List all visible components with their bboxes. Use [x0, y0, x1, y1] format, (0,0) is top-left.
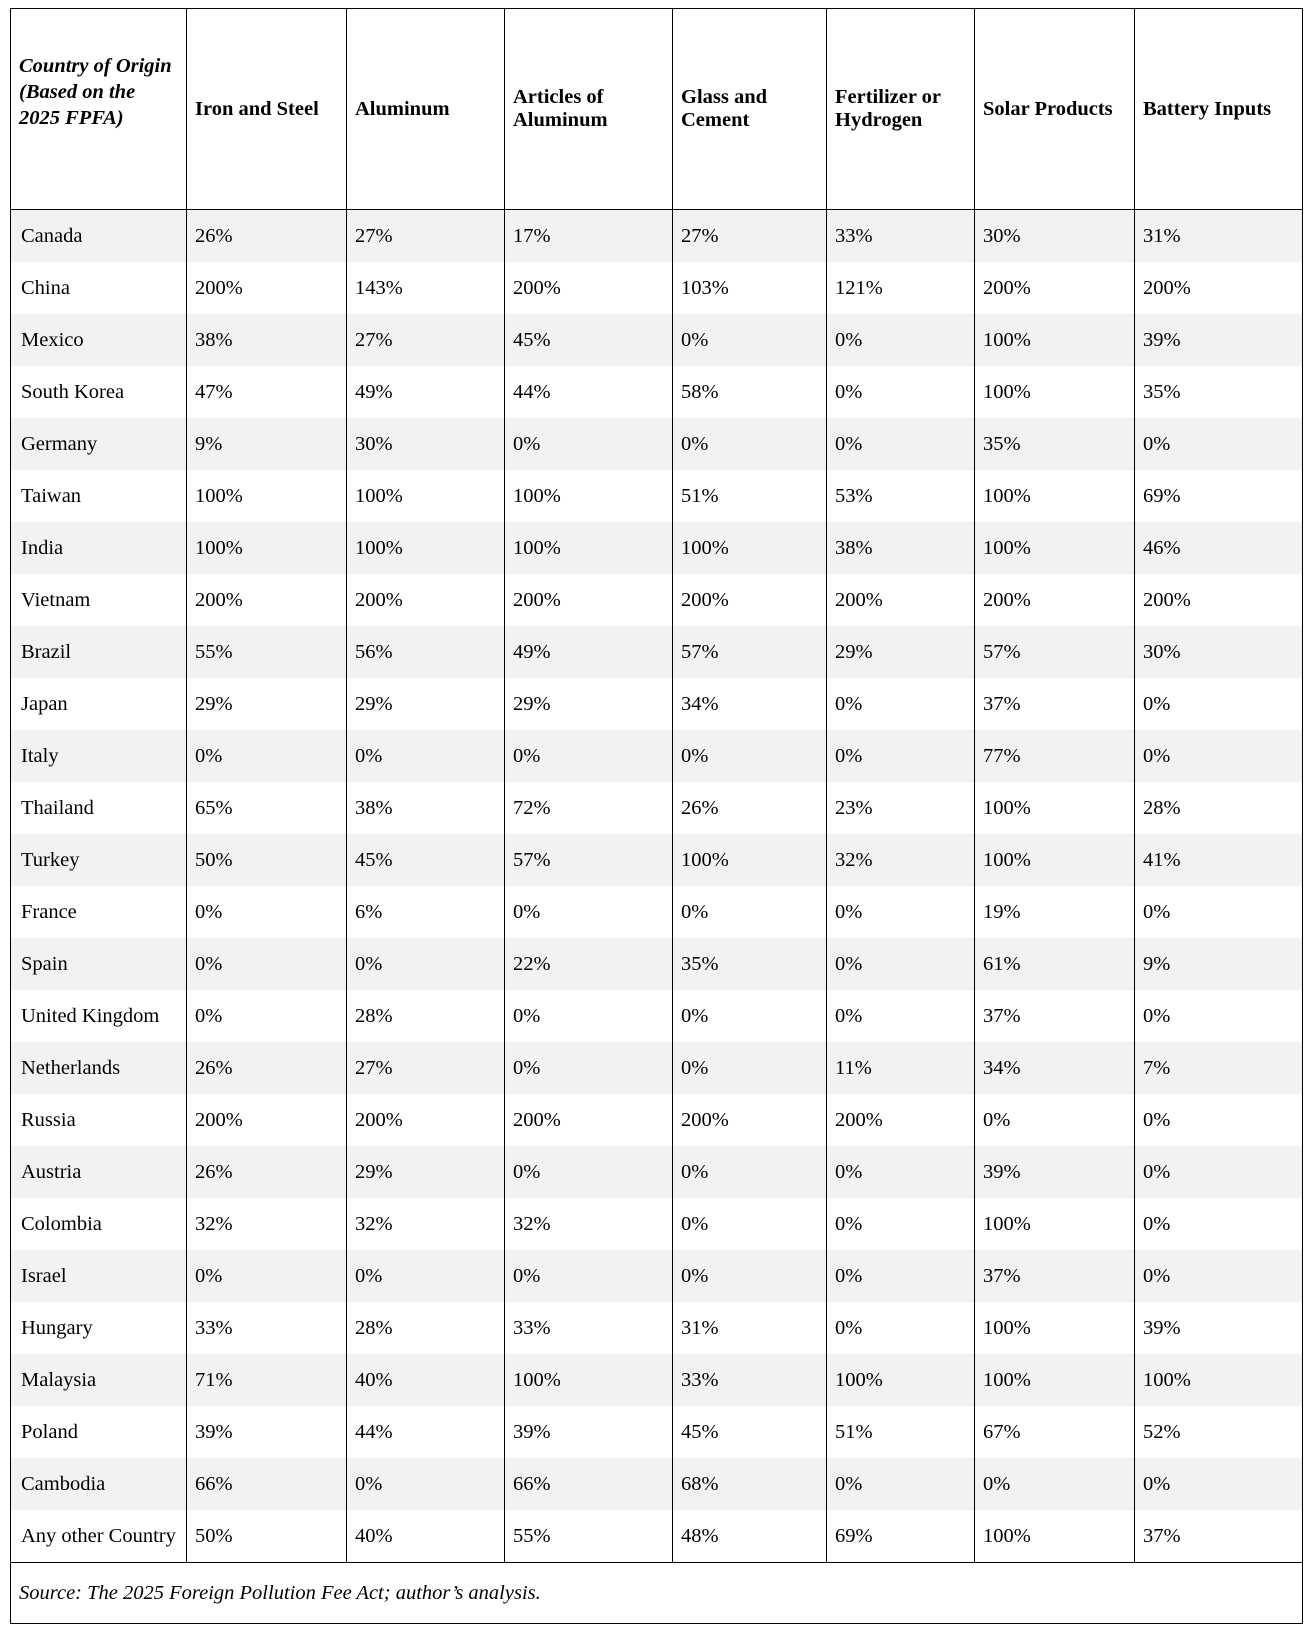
cell-value: 0%: [505, 730, 673, 782]
cell-value: 0%: [1135, 886, 1303, 938]
cell-value: 27%: [347, 1042, 505, 1094]
cell-value: 45%: [673, 1406, 827, 1458]
cell-value: 37%: [975, 990, 1135, 1042]
cell-value: 28%: [1135, 782, 1303, 834]
cell-value: 200%: [505, 262, 673, 314]
cell-value: 45%: [505, 314, 673, 366]
cell-value: 23%: [827, 782, 975, 834]
table-row: [11, 1146, 1303, 1198]
row-label: Israel: [11, 1250, 187, 1302]
cell-value: 200%: [827, 574, 975, 626]
cell-value: 0%: [673, 1146, 827, 1198]
cell-value: 27%: [347, 210, 505, 263]
table-row: [11, 886, 1303, 938]
cell-value: 7%: [1135, 1042, 1303, 1094]
cell-value: 32%: [187, 1198, 347, 1250]
table-row: [11, 782, 1303, 834]
cell-value: 71%: [187, 1354, 347, 1406]
cell-value: 26%: [187, 1146, 347, 1198]
cell-value: 0%: [187, 886, 347, 938]
table-row: [11, 990, 1303, 1042]
cell-value: 0%: [827, 1146, 975, 1198]
cell-value: 0%: [827, 1458, 975, 1510]
cell-value: 0%: [1135, 990, 1303, 1042]
cell-value: 0%: [673, 1042, 827, 1094]
row-label: Poland: [11, 1406, 187, 1458]
row-label: Colombia: [11, 1198, 187, 1250]
cell-value: 44%: [347, 1406, 505, 1458]
cell-value: 26%: [187, 1042, 347, 1094]
cell-value: 0%: [673, 1198, 827, 1250]
cell-value: 38%: [347, 782, 505, 834]
column-header-articles-of-aluminum: Articles of Aluminum: [505, 9, 673, 210]
table-body: [11, 210, 1303, 1563]
table-row: [11, 262, 1303, 314]
cell-value: 100%: [673, 522, 827, 574]
cell-value: 66%: [187, 1458, 347, 1510]
table-row: [11, 574, 1303, 626]
cell-value: 9%: [187, 418, 347, 470]
cell-value: 0%: [347, 1458, 505, 1510]
cell-value: 40%: [347, 1510, 505, 1563]
table-row: [11, 1406, 1303, 1458]
row-label: Austria: [11, 1146, 187, 1198]
cell-value: 28%: [347, 990, 505, 1042]
cell-value: 49%: [505, 626, 673, 678]
cell-value: 69%: [827, 1510, 975, 1563]
cell-value: 103%: [673, 262, 827, 314]
cell-value: 0%: [673, 730, 827, 782]
column-header-iron-and-steel: Iron and Steel: [187, 9, 347, 210]
row-label: China: [11, 262, 187, 314]
cell-value: 68%: [673, 1458, 827, 1510]
cell-value: 0%: [827, 314, 975, 366]
cell-value: 100%: [975, 470, 1135, 522]
cell-value: 29%: [347, 678, 505, 730]
cell-value: 200%: [187, 574, 347, 626]
row-label: South Korea: [11, 366, 187, 418]
cell-value: 34%: [975, 1042, 1135, 1094]
cell-value: 0%: [673, 1250, 827, 1302]
cell-value: 66%: [505, 1458, 673, 1510]
cell-value: 200%: [347, 574, 505, 626]
cell-value: 0%: [827, 366, 975, 418]
row-label: India: [11, 522, 187, 574]
table-row: [11, 730, 1303, 782]
row-label: Germany: [11, 418, 187, 470]
cell-value: 0%: [347, 730, 505, 782]
table-row: [11, 470, 1303, 522]
cell-value: 200%: [827, 1094, 975, 1146]
row-label: Taiwan: [11, 470, 187, 522]
table-row: [11, 418, 1303, 470]
cell-value: 0%: [187, 1250, 347, 1302]
cell-value: 100%: [975, 314, 1135, 366]
cell-value: 0%: [1135, 418, 1303, 470]
cell-value: 0%: [827, 886, 975, 938]
cell-value: 0%: [187, 730, 347, 782]
cell-value: 0%: [505, 1042, 673, 1094]
cell-value: 44%: [505, 366, 673, 418]
cell-value: 0%: [1135, 730, 1303, 782]
cell-value: 31%: [673, 1302, 827, 1354]
cell-value: 0%: [827, 418, 975, 470]
cell-value: 22%: [505, 938, 673, 990]
cell-value: 100%: [347, 522, 505, 574]
cell-value: 33%: [827, 210, 975, 263]
column-header-aluminum: Aluminum: [347, 9, 505, 210]
cell-value: 100%: [1135, 1354, 1303, 1406]
cell-value: 39%: [1135, 314, 1303, 366]
cell-value: 6%: [347, 886, 505, 938]
row-label: Thailand: [11, 782, 187, 834]
cell-value: 0%: [673, 886, 827, 938]
row-label: France: [11, 886, 187, 938]
cell-value: 200%: [673, 1094, 827, 1146]
cell-value: 39%: [975, 1146, 1135, 1198]
row-label: Mexico: [11, 314, 187, 366]
cell-value: 69%: [1135, 470, 1303, 522]
cell-value: 9%: [1135, 938, 1303, 990]
cell-value: 72%: [505, 782, 673, 834]
cell-value: 100%: [975, 1198, 1135, 1250]
table-header: [11, 9, 1303, 210]
cell-value: 0%: [505, 886, 673, 938]
cell-value: 100%: [975, 1354, 1135, 1406]
cell-value: 55%: [505, 1510, 673, 1563]
cell-value: 39%: [1135, 1302, 1303, 1354]
row-label: Canada: [11, 210, 187, 263]
cell-value: 0%: [827, 1198, 975, 1250]
tariff-rate-table: [10, 8, 1303, 1624]
cell-value: 0%: [347, 938, 505, 990]
cell-value: 45%: [347, 834, 505, 886]
cell-value: 48%: [673, 1510, 827, 1563]
table-row: [11, 1510, 1303, 1563]
cell-value: 0%: [827, 678, 975, 730]
cell-value: 0%: [673, 418, 827, 470]
cell-value: 0%: [827, 1250, 975, 1302]
cell-value: 27%: [347, 314, 505, 366]
cell-value: 0%: [975, 1458, 1135, 1510]
table-row: [11, 1042, 1303, 1094]
cell-value: 200%: [187, 262, 347, 314]
cell-value: 30%: [347, 418, 505, 470]
cell-value: 200%: [1135, 262, 1303, 314]
cell-value: 200%: [505, 574, 673, 626]
column-header-fertilizer-or-hydrogen: Fertilizer or Hydrogen: [827, 9, 975, 210]
cell-value: 0%: [1135, 1146, 1303, 1198]
table-row: [11, 834, 1303, 886]
column-header-solar-products: Solar Products: [975, 9, 1135, 210]
cell-value: 29%: [347, 1146, 505, 1198]
header-row: [11, 9, 1303, 210]
cell-value: 53%: [827, 470, 975, 522]
cell-value: 38%: [187, 314, 347, 366]
cell-value: 100%: [827, 1354, 975, 1406]
cell-value: 32%: [347, 1198, 505, 1250]
cell-value: 0%: [1135, 1458, 1303, 1510]
cell-value: 33%: [505, 1302, 673, 1354]
table-row: [11, 366, 1303, 418]
cell-value: 57%: [975, 626, 1135, 678]
cell-value: 47%: [187, 366, 347, 418]
table-footer: [11, 1563, 1303, 1624]
cell-value: 100%: [975, 366, 1135, 418]
cell-value: 30%: [1135, 626, 1303, 678]
cell-value: 35%: [673, 938, 827, 990]
cell-value: 55%: [187, 626, 347, 678]
cell-value: 39%: [187, 1406, 347, 1458]
cell-value: 0%: [347, 1250, 505, 1302]
cell-value: 33%: [187, 1302, 347, 1354]
row-label: Russia: [11, 1094, 187, 1146]
cell-value: 41%: [1135, 834, 1303, 886]
table-row: [11, 1302, 1303, 1354]
cell-value: 65%: [187, 782, 347, 834]
cell-value: 0%: [1135, 1094, 1303, 1146]
cell-value: 0%: [673, 314, 827, 366]
cell-value: 0%: [187, 990, 347, 1042]
cell-value: 37%: [975, 1250, 1135, 1302]
cell-value: 49%: [347, 366, 505, 418]
cell-value: 0%: [975, 1094, 1135, 1146]
cell-value: 32%: [827, 834, 975, 886]
table-row: [11, 938, 1303, 990]
cell-value: 100%: [673, 834, 827, 886]
cell-value: 51%: [673, 470, 827, 522]
cell-value: 19%: [975, 886, 1135, 938]
cell-value: 0%: [505, 1146, 673, 1198]
cell-value: 57%: [673, 626, 827, 678]
cell-value: 67%: [975, 1406, 1135, 1458]
row-label: Hungary: [11, 1302, 187, 1354]
cell-value: 100%: [975, 522, 1135, 574]
cell-value: 100%: [347, 470, 505, 522]
row-label: Any other Country: [11, 1510, 187, 1563]
row-label: Spain: [11, 938, 187, 990]
cell-value: 40%: [347, 1354, 505, 1406]
cell-value: 26%: [187, 210, 347, 263]
column-header-battery-inputs: Battery Inputs: [1135, 9, 1303, 210]
cell-value: 100%: [505, 522, 673, 574]
row-label: Turkey: [11, 834, 187, 886]
cell-value: 0%: [505, 990, 673, 1042]
cell-value: 52%: [1135, 1406, 1303, 1458]
cell-value: 33%: [673, 1354, 827, 1406]
cell-value: 29%: [187, 678, 347, 730]
table-row: [11, 1250, 1303, 1302]
table-row: [11, 626, 1303, 678]
cell-value: 100%: [505, 1354, 673, 1406]
row-label: Brazil: [11, 626, 187, 678]
cell-value: 38%: [827, 522, 975, 574]
cell-value: 200%: [347, 1094, 505, 1146]
cell-value: 200%: [505, 1094, 673, 1146]
row-label: Vietnam: [11, 574, 187, 626]
cell-value: 0%: [1135, 1250, 1303, 1302]
table-row: [11, 314, 1303, 366]
row-label: United Kingdom: [11, 990, 187, 1042]
cell-value: 56%: [347, 626, 505, 678]
cell-value: 0%: [187, 938, 347, 990]
cell-value: 35%: [975, 418, 1135, 470]
cell-value: 100%: [505, 470, 673, 522]
table-row: [11, 678, 1303, 730]
cell-value: 100%: [975, 782, 1135, 834]
cell-value: 11%: [827, 1042, 975, 1094]
cell-value: 100%: [187, 522, 347, 574]
cell-value: 200%: [1135, 574, 1303, 626]
cell-value: 0%: [827, 938, 975, 990]
row-label: Malaysia: [11, 1354, 187, 1406]
cell-value: 0%: [827, 730, 975, 782]
table-row: [11, 1094, 1303, 1146]
cell-value: 29%: [827, 626, 975, 678]
cell-value: 34%: [673, 678, 827, 730]
table-row: [11, 210, 1303, 263]
cell-value: 0%: [505, 1250, 673, 1302]
cell-value: 27%: [673, 210, 827, 263]
cell-value: 50%: [187, 1510, 347, 1563]
cell-value: 50%: [187, 834, 347, 886]
table-row: [11, 1354, 1303, 1406]
cell-value: 37%: [1135, 1510, 1303, 1563]
cell-value: 35%: [1135, 366, 1303, 418]
cell-value: 143%: [347, 262, 505, 314]
row-label: Cambodia: [11, 1458, 187, 1510]
cell-value: 28%: [347, 1302, 505, 1354]
row-label: Netherlands: [11, 1042, 187, 1094]
cell-value: 57%: [505, 834, 673, 886]
cell-value: 32%: [505, 1198, 673, 1250]
cell-value: 0%: [827, 1302, 975, 1354]
table-row: [11, 1198, 1303, 1250]
cell-value: 17%: [505, 210, 673, 263]
cell-value: 200%: [673, 574, 827, 626]
source-row: [11, 1563, 1303, 1624]
cell-value: 46%: [1135, 522, 1303, 574]
cell-value: 31%: [1135, 210, 1303, 263]
cell-value: 200%: [187, 1094, 347, 1146]
cell-value: 30%: [975, 210, 1135, 263]
cell-value: 0%: [1135, 678, 1303, 730]
cell-value: 200%: [975, 262, 1135, 314]
column-header-glass-and-cement: Glass and Cement: [673, 9, 827, 210]
cell-value: 51%: [827, 1406, 975, 1458]
cell-value: 100%: [975, 1302, 1135, 1354]
cell-value: 0%: [505, 418, 673, 470]
cell-value: 39%: [505, 1406, 673, 1458]
column-header-country-of-origin: Country of Origin (Based on the 2025 FPFA): [11, 9, 187, 210]
cell-value: 121%: [827, 262, 975, 314]
cell-value: 61%: [975, 938, 1135, 990]
cell-value: 0%: [673, 990, 827, 1042]
cell-value: 0%: [827, 990, 975, 1042]
source-note: Source: The 2025 Foreign Pollution Fee Act; author’s analysis.: [19, 1581, 541, 1604]
cell-value: 37%: [975, 678, 1135, 730]
table-row: [11, 1458, 1303, 1510]
cell-value: 100%: [975, 834, 1135, 886]
cell-value: 100%: [187, 470, 347, 522]
table-row: [11, 522, 1303, 574]
cell-value: 58%: [673, 366, 827, 418]
cell-value: 0%: [1135, 1198, 1303, 1250]
cell-value: 29%: [505, 678, 673, 730]
cell-value: 100%: [975, 1510, 1135, 1563]
row-label: Italy: [11, 730, 187, 782]
cell-value: 200%: [975, 574, 1135, 626]
cell-value: 77%: [975, 730, 1135, 782]
cell-value: 26%: [673, 782, 827, 834]
row-label: Japan: [11, 678, 187, 730]
